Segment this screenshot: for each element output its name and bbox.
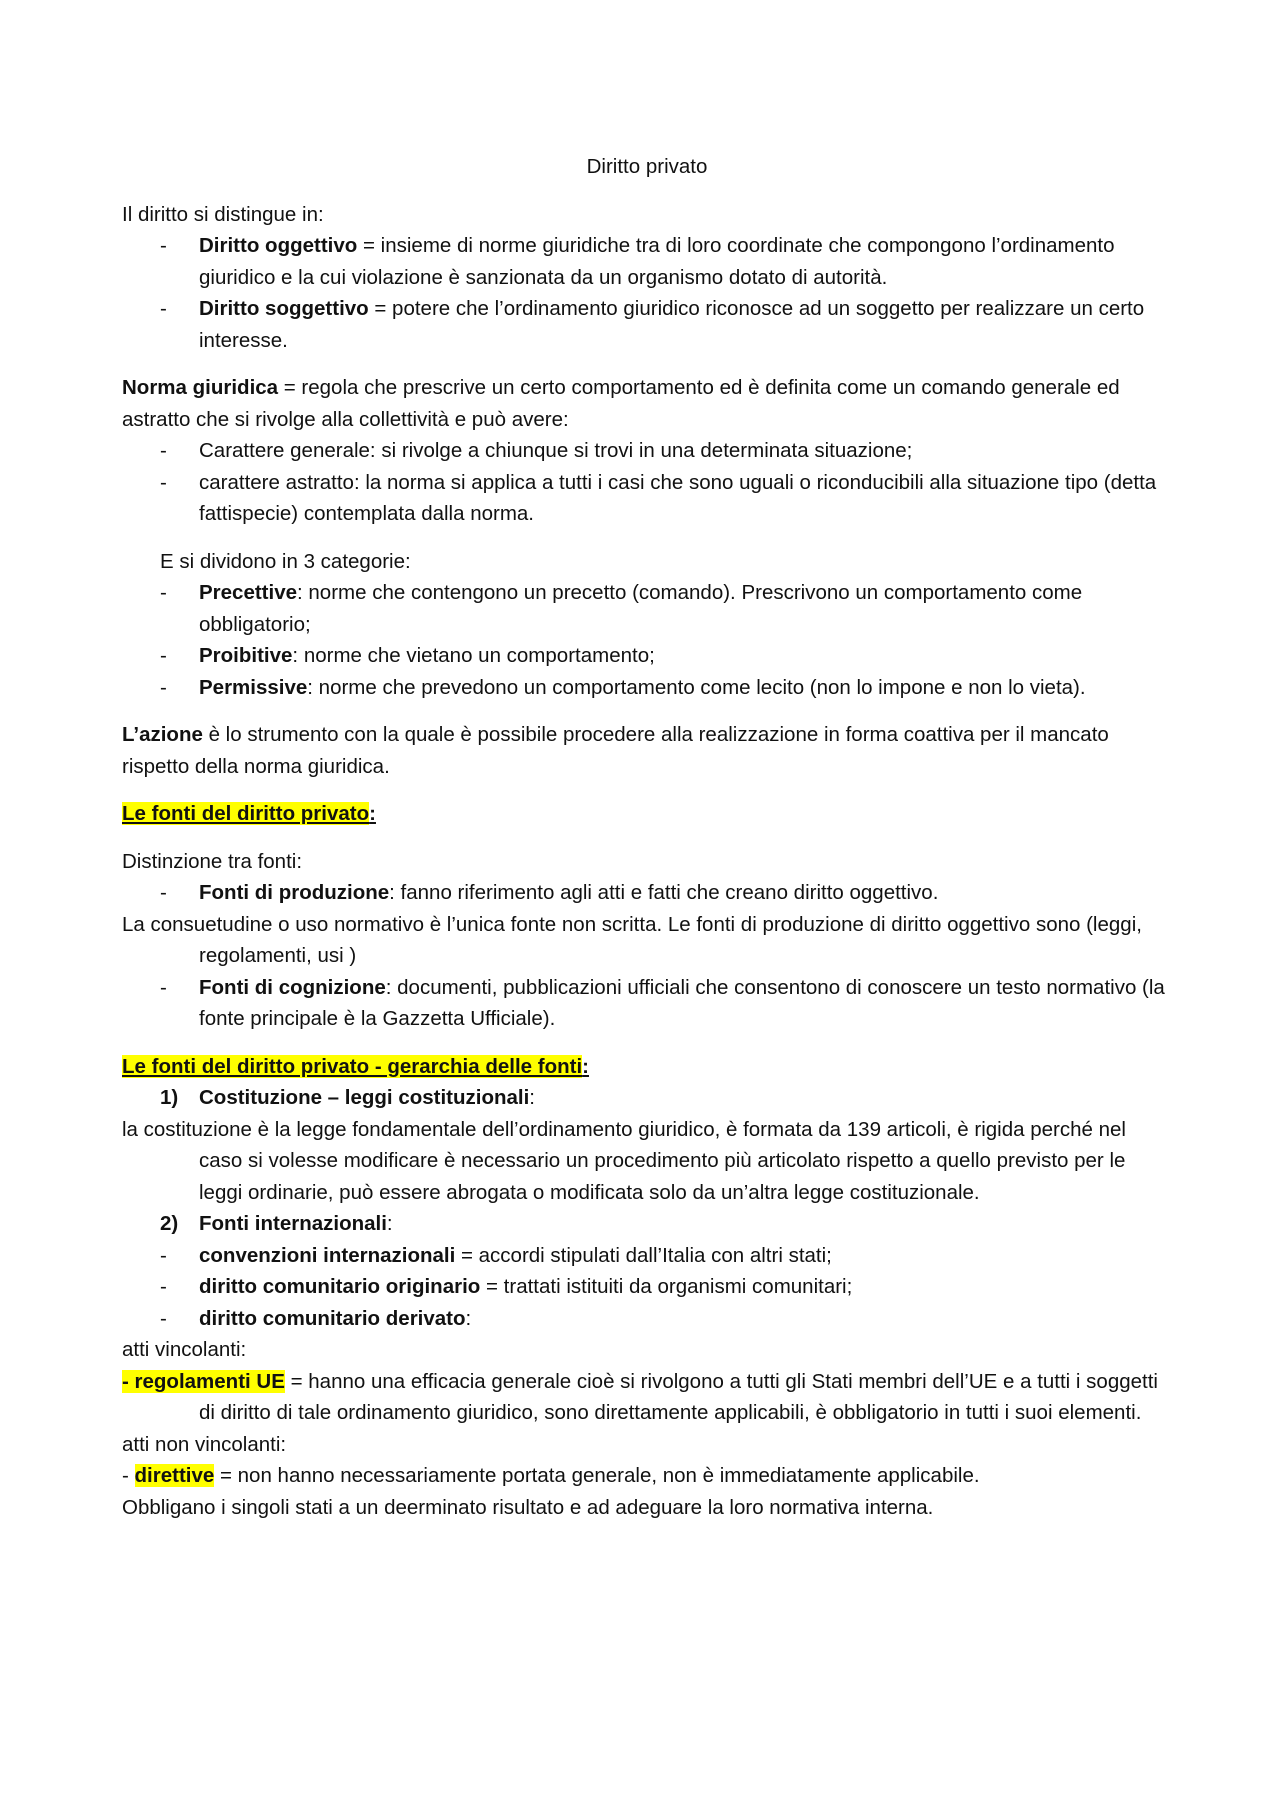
- norma-paragraph: [122, 372, 1172, 435]
- fonti-list: [122, 877, 1172, 909]
- bullet-marker: -: [160, 439, 167, 462]
- non-vincolanti-label: atti non vincolanti:: [122, 1432, 287, 1456]
- diritto-list: [122, 230, 1172, 356]
- definition: = non hanno necessariamente portata generale, non è immediatamente applicabile.: [214, 1464, 980, 1487]
- number-marker: 1): [160, 1086, 179, 1109]
- numbered-item: [122, 1208, 1172, 1240]
- section-heading: [122, 798, 1172, 830]
- term: direttive: [134, 1464, 215, 1487]
- term: regolamenti UE: [134, 1369, 285, 1393]
- list-item: [122, 1303, 1172, 1335]
- term: Fonti internazionali: [199, 1212, 387, 1235]
- list-item: [122, 672, 1172, 704]
- gerarchia-list: [122, 1082, 1172, 1114]
- definition: = regola che prescrive un certo comportamento ed è definita come un comando generale ed astratto che si rivolge alla collettività e può avere:: [122, 376, 1120, 431]
- term: Proibitive: [199, 644, 293, 667]
- definition: : fanno riferimento agli atti e fatti che creano diritto oggettivo.: [389, 881, 939, 904]
- distinzione-paragraph: Distinzione tra fonti:: [122, 849, 303, 873]
- term: Costituzione – leggi costituzionali: [199, 1086, 530, 1109]
- item-text: carattere astratto: la norma si applica a tutti i casi che sono uguali o riconducibili alla situazione tipo (detta fattispecie) contemplata dalla norma.: [199, 470, 1157, 525]
- definition: = trattati istituiti da organismi comunitari;: [480, 1275, 853, 1298]
- list-item: [122, 1240, 1172, 1272]
- term: diritto comunitario derivato: [199, 1306, 466, 1330]
- list-item: [122, 577, 1172, 640]
- definition: :: [529, 1086, 535, 1109]
- bullet-marker: -: [160, 975, 167, 999]
- definition: : documenti, pubblicazioni ufficiali che consentono di conoscere un testo normativo (la fonte principale è la Gazzetta Ufficiale).: [199, 975, 1165, 1030]
- term: diritto comunitario originario: [199, 1275, 481, 1298]
- definition: : norme che contengono un precetto (comando). Prescrivono un comportamento come obbligatorio;: [199, 581, 1083, 636]
- dash-marker: -: [122, 1464, 135, 1487]
- definition: = potere che l’ordinamento giuridico riconosce ad un soggetto per realizzare un certo interesse.: [199, 297, 1145, 352]
- heading-text: Le fonti del diritto privato - gerarchia delle fonti: [122, 1054, 583, 1078]
- highlight-marker: -: [122, 1369, 135, 1393]
- costituzione-paragraph: la costituzione è la legge fondamentale dell’ordinamento giuridico, è formata da 139 articoli, è rigida perché nel caso si volesse modificare è necessario un procedimento più articolato rispetto a quello previsto per le leggi ordinarie, può essere abrogata o modificata solo da un’altra legge costituzionale.: [122, 1117, 1126, 1204]
- list-item: [122, 230, 1172, 293]
- bullet-marker: -: [160, 881, 167, 904]
- categorie-paragraph: E si dividono in 3 categorie:: [160, 549, 411, 573]
- definition: :: [465, 1306, 472, 1330]
- azione-paragraph: [122, 719, 1172, 782]
- term: Permissive: [199, 675, 308, 699]
- bullet-marker: -: [160, 1275, 167, 1298]
- term: Fonti di produzione: [199, 881, 390, 904]
- definition: = accordi stipulati dall’Italia con altri stati;: [455, 1243, 832, 1267]
- obbligano-paragraph: Obbligano i singoli stati a un deerminato risultato e ad adeguare la loro normativa interna.: [122, 1495, 934, 1519]
- term: convenzioni internazionali: [199, 1243, 456, 1267]
- definition: : norme che vietano un comportamento;: [292, 644, 655, 667]
- list-item: [122, 467, 1172, 530]
- term: Norma giuridica: [122, 376, 279, 399]
- term: Diritto soggettivo: [199, 297, 369, 320]
- section-heading: [122, 1051, 1172, 1083]
- list-item: [122, 435, 1172, 467]
- bullet-marker: -: [160, 1306, 167, 1330]
- list-item: [122, 972, 1172, 1035]
- document-body: [122, 151, 1172, 1523]
- term: Fonti di cognizione: [199, 975, 386, 999]
- bullet-marker: -: [160, 581, 167, 604]
- carattere-list: [122, 435, 1172, 530]
- list-item: [122, 1271, 1172, 1303]
- vincolanti-label: atti vincolanti:: [122, 1338, 247, 1361]
- fonti-list-cont: [122, 972, 1172, 1035]
- page-title: Diritto privato: [586, 155, 708, 178]
- list-item: [122, 877, 1172, 909]
- definition: :: [386, 1212, 393, 1235]
- definition: = hanno una efficacia generale cioè si rivolgono a tutti gli Stati membri dell’UE e a tutti i soggetti di diritto di tale ordinamento giuridico, sono direttamente applicabili, è obbligatorio in tutti i suoi elementi.: [199, 1369, 1158, 1424]
- bullet-marker: -: [160, 234, 167, 257]
- item-text: Carattere generale: si rivolge a chiunque si trovi in una determinata situazione;: [199, 439, 913, 462]
- bullet-marker: -: [160, 1243, 167, 1267]
- categorie-list: [122, 577, 1172, 703]
- consuetudine-paragraph: La consuetudine o uso normativo è l’unica fonte non scritta. Le fonti di produzione di diritto oggettivo sono (leggi, regolamenti, usi ): [122, 912, 1142, 967]
- term: Diritto oggettivo: [199, 234, 358, 257]
- heading-text: Le fonti del diritto privato: [122, 802, 370, 825]
- term: Precettive: [199, 581, 298, 604]
- regolamenti-paragraph: [122, 1366, 1172, 1429]
- internazionali-list: [122, 1208, 1172, 1334]
- definition: : norme che prevedono un comportamento come lecito (non lo impone e non lo vieta).: [307, 675, 1086, 699]
- bullet-marker: -: [160, 644, 167, 667]
- number-marker: 2): [160, 1212, 179, 1235]
- direttive-paragraph: [122, 1460, 1172, 1492]
- list-item: [122, 640, 1172, 672]
- intro-paragraph: Il diritto si distingue in:: [122, 202, 324, 226]
- bullet-marker: -: [160, 675, 167, 699]
- numbered-item: [122, 1082, 1172, 1114]
- list-item: [122, 293, 1172, 356]
- bullet-marker: -: [160, 297, 167, 320]
- term: L’azione: [122, 723, 203, 746]
- heading-suffix: :: [582, 1054, 589, 1078]
- bullet-marker: -: [160, 470, 167, 494]
- definition: = insieme di norme giuridiche tra di loro coordinate che compongono l’ordinamento giuridico e la cui violazione è sanzionata da un organismo dotato di autorità.: [199, 234, 1115, 289]
- heading-suffix: :: [369, 802, 376, 825]
- definition: è lo strumento con la quale è possibile procedere alla realizzazione in forma coattiva per il mancato rispetto della norma giuridica.: [122, 723, 1109, 778]
